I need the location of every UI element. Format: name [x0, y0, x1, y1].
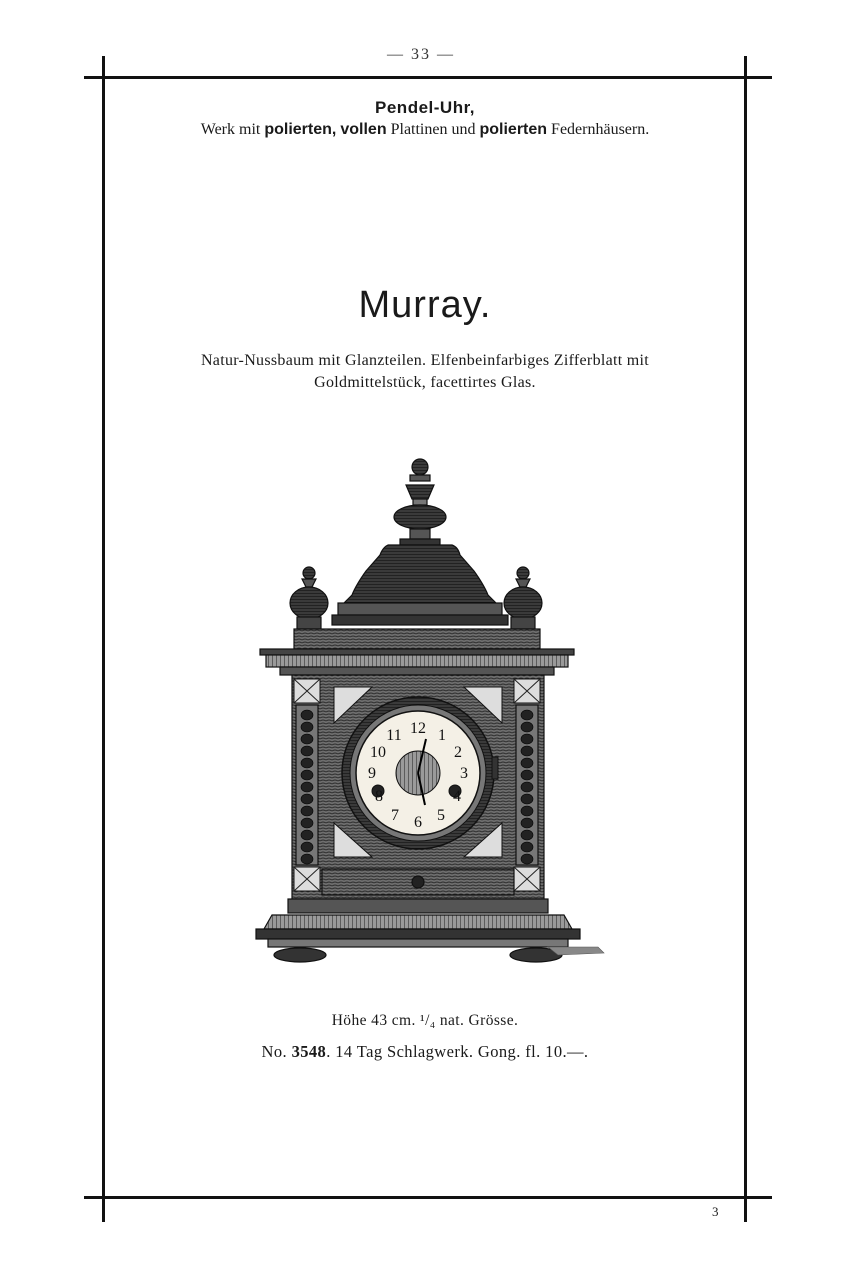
description-line-1: Natur-Nussbaum mit Glanzteilen. Elfenbeinfarbiges Zifferblatt mit [200, 352, 650, 369]
numeral: 12 [410, 720, 426, 737]
order-line: No. 3548. 14 Tag Schlagwerk. Gong. fl. 10.—. [261, 1042, 589, 1061]
description [104, 350, 746, 394]
mantel-clock-icon [248, 455, 608, 970]
page-title: Murray. [358, 284, 492, 326]
numeral: 2 [454, 744, 462, 761]
numeral: 9 [368, 765, 376, 782]
cornice [260, 629, 574, 675]
numeral: 1 [438, 727, 446, 744]
clock-base [256, 899, 604, 962]
top-rule [84, 76, 772, 79]
header-subtitle: Werk mit polierten, vollen Plattinen und polierten Federnhäusern. [200, 121, 650, 138]
bottom-rule [84, 1196, 772, 1199]
numeral: 10 [370, 744, 386, 761]
numeral: 11 [386, 727, 402, 744]
numeral: 6 [414, 814, 422, 831]
header [104, 98, 746, 139]
bottom-page-number: 3 [712, 1204, 719, 1219]
numeral: 8 [375, 788, 383, 805]
numeral: 5 [437, 807, 445, 824]
catalog-number: 3548 [291, 1042, 327, 1061]
header-title: Pendel-Uhr, [375, 98, 475, 117]
top-page-number: — 33 — [387, 46, 455, 63]
clock-top-cap [332, 545, 508, 625]
lower-band [322, 869, 514, 895]
numeral: 4 [453, 788, 461, 805]
description-line-2: Goldmittelstück, facettirtes Glas. [314, 374, 536, 391]
central-finial [394, 459, 446, 545]
caption: Höhe 43 cm. ¹/₄ nat. Grösse. [331, 1012, 519, 1029]
left-finial [290, 567, 328, 629]
door-latch [492, 757, 498, 779]
numeral: 7 [391, 807, 399, 824]
right-finial [504, 567, 542, 629]
numeral: 3 [460, 765, 468, 782]
